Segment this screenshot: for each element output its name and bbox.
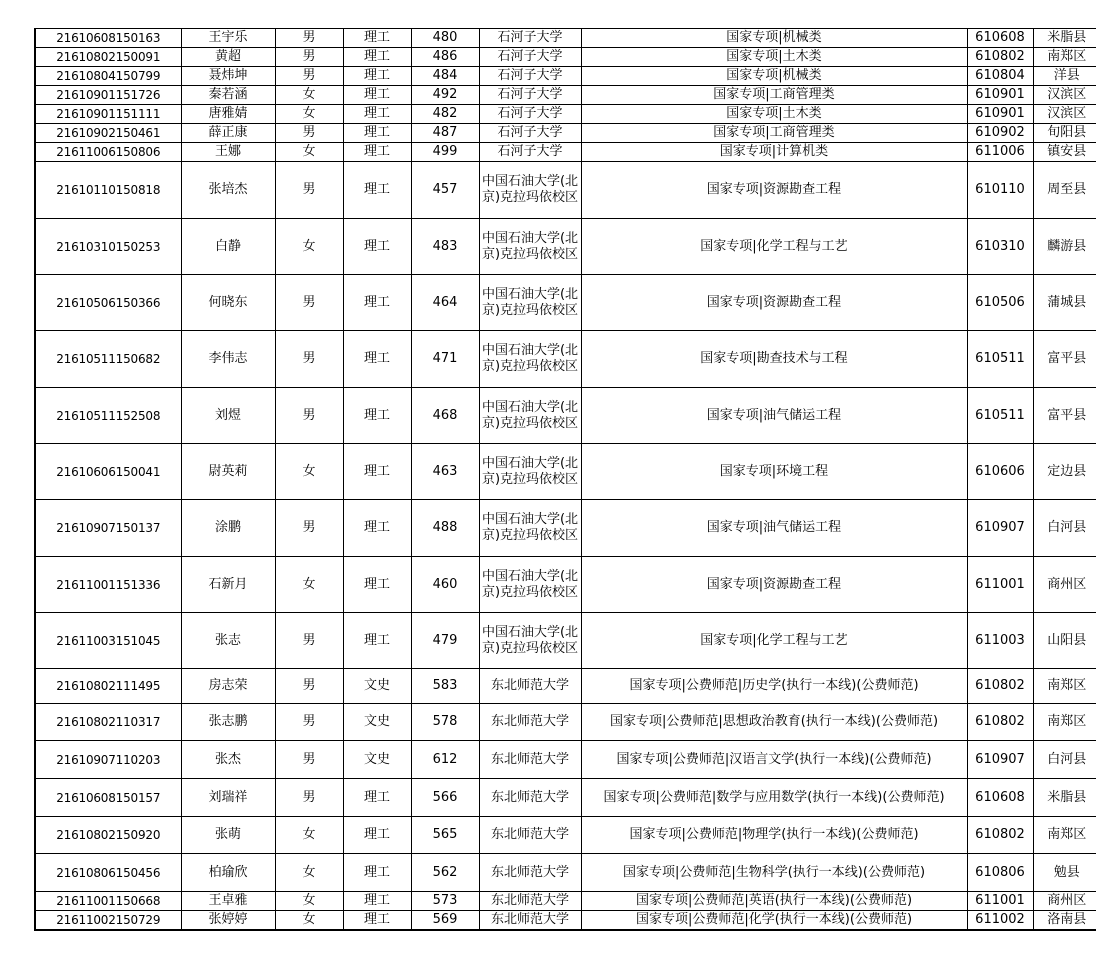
cell-university: 石河子大学 bbox=[479, 105, 581, 124]
cell-student-id: 21611002150729 bbox=[35, 911, 181, 930]
cell-name: 何晓东 bbox=[181, 275, 275, 331]
cell-category: 理工 bbox=[343, 444, 411, 500]
cell-score: 468 bbox=[411, 388, 479, 444]
cell-region-code: 610806 bbox=[967, 854, 1033, 892]
cell-category: 理工 bbox=[343, 143, 411, 162]
cell-major: 国家专项|公费师范|汉语言文学(执行一本线)(公费师范) bbox=[581, 741, 967, 779]
cell-major: 国家专项|公费师范|化学(执行一本线)(公费师范) bbox=[581, 911, 967, 930]
cell-university: 东北师范大学 bbox=[479, 911, 581, 930]
cell-name: 秦若涵 bbox=[181, 86, 275, 105]
cell-score: 457 bbox=[411, 162, 479, 219]
cell-score: 573 bbox=[411, 892, 479, 911]
cell-category: 文史 bbox=[343, 704, 411, 741]
cell-university: 东北师范大学 bbox=[479, 892, 581, 911]
cell-county: 镇安县 bbox=[1033, 143, 1096, 162]
cell-score: 482 bbox=[411, 105, 479, 124]
cell-university: 石河子大学 bbox=[479, 48, 581, 67]
cell-major: 国家专项|公费师范|思想政治教育(执行一本线)(公费师范) bbox=[581, 704, 967, 741]
table-row bbox=[35, 854, 1096, 892]
cell-name: 张志鹏 bbox=[181, 704, 275, 741]
table-row bbox=[35, 275, 1096, 331]
cell-category: 理工 bbox=[343, 779, 411, 817]
cell-region-code: 611002 bbox=[967, 911, 1033, 930]
cell-gender: 女 bbox=[275, 854, 343, 892]
cell-region-code: 610506 bbox=[967, 275, 1033, 331]
cell-score: 480 bbox=[411, 29, 479, 48]
cell-gender: 男 bbox=[275, 275, 343, 331]
cell-gender: 男 bbox=[275, 388, 343, 444]
cell-name: 房志荣 bbox=[181, 669, 275, 704]
cell-university: 中国石油大学(北京)克拉玛依校区 bbox=[479, 500, 581, 557]
cell-gender: 男 bbox=[275, 162, 343, 219]
cell-university: 东北师范大学 bbox=[479, 779, 581, 817]
cell-university: 中国石油大学(北京)克拉玛依校区 bbox=[479, 557, 581, 613]
roster-body bbox=[35, 29, 1096, 930]
cell-major: 国家专项|公费师范|英语(执行一本线)(公费师范) bbox=[581, 892, 967, 911]
cell-student-id: 21610901151111 bbox=[35, 105, 181, 124]
cell-region-code: 611003 bbox=[967, 613, 1033, 669]
cell-name: 张萌 bbox=[181, 817, 275, 854]
cell-name: 白静 bbox=[181, 219, 275, 275]
table-row bbox=[35, 86, 1096, 105]
cell-region-code: 610511 bbox=[967, 331, 1033, 388]
cell-region-code: 611006 bbox=[967, 143, 1033, 162]
cell-name: 刘煜 bbox=[181, 388, 275, 444]
cell-student-id: 21610506150366 bbox=[35, 275, 181, 331]
table-row bbox=[35, 911, 1096, 930]
table-row bbox=[35, 817, 1096, 854]
cell-name: 刘瑞祥 bbox=[181, 779, 275, 817]
cell-gender: 女 bbox=[275, 892, 343, 911]
cell-region-code: 610901 bbox=[967, 86, 1033, 105]
cell-gender: 男 bbox=[275, 67, 343, 86]
table-row bbox=[35, 704, 1096, 741]
cell-student-id: 21610806150456 bbox=[35, 854, 181, 892]
cell-gender: 男 bbox=[275, 779, 343, 817]
cell-region-code: 611001 bbox=[967, 892, 1033, 911]
table-row bbox=[35, 162, 1096, 219]
cell-region-code: 610901 bbox=[967, 105, 1033, 124]
cell-county: 周至县 bbox=[1033, 162, 1096, 219]
cell-region-code: 610802 bbox=[967, 817, 1033, 854]
cell-category: 理工 bbox=[343, 275, 411, 331]
cell-county: 汉滨区 bbox=[1033, 105, 1096, 124]
cell-score: 565 bbox=[411, 817, 479, 854]
table-row bbox=[35, 219, 1096, 275]
cell-region-code: 611001 bbox=[967, 557, 1033, 613]
table-row bbox=[35, 741, 1096, 779]
cell-name: 王娜 bbox=[181, 143, 275, 162]
cell-category: 理工 bbox=[343, 557, 411, 613]
cell-score: 487 bbox=[411, 124, 479, 143]
cell-county: 白河县 bbox=[1033, 500, 1096, 557]
cell-county: 南郑区 bbox=[1033, 704, 1096, 741]
cell-name: 唐雅婧 bbox=[181, 105, 275, 124]
table-row bbox=[35, 444, 1096, 500]
cell-major: 国家专项|工商管理类 bbox=[581, 86, 967, 105]
cell-university: 东北师范大学 bbox=[479, 741, 581, 779]
cell-category: 理工 bbox=[343, 817, 411, 854]
cell-university: 石河子大学 bbox=[479, 124, 581, 143]
cell-category: 理工 bbox=[343, 29, 411, 48]
cell-major: 国家专项|油气储运工程 bbox=[581, 388, 967, 444]
cell-region-code: 610802 bbox=[967, 669, 1033, 704]
cell-major: 国家专项|资源勘查工程 bbox=[581, 162, 967, 219]
cell-university: 中国石油大学(北京)克拉玛依校区 bbox=[479, 331, 581, 388]
cell-university: 中国石油大学(北京)克拉玛依校区 bbox=[479, 219, 581, 275]
cell-university: 石河子大学 bbox=[479, 86, 581, 105]
cell-gender: 女 bbox=[275, 557, 343, 613]
cell-name: 薛正康 bbox=[181, 124, 275, 143]
cell-category: 理工 bbox=[343, 613, 411, 669]
cell-student-id: 21610802111495 bbox=[35, 669, 181, 704]
cell-region-code: 610804 bbox=[967, 67, 1033, 86]
cell-category: 理工 bbox=[343, 219, 411, 275]
cell-major: 国家专项|勘查技术与工程 bbox=[581, 331, 967, 388]
cell-score: 566 bbox=[411, 779, 479, 817]
cell-student-id: 21611006150806 bbox=[35, 143, 181, 162]
cell-score: 612 bbox=[411, 741, 479, 779]
cell-county: 山阳县 bbox=[1033, 613, 1096, 669]
table-row bbox=[35, 331, 1096, 388]
cell-major: 国家专项|环境工程 bbox=[581, 444, 967, 500]
cell-university: 石河子大学 bbox=[479, 143, 581, 162]
cell-name: 张杰 bbox=[181, 741, 275, 779]
cell-region-code: 610802 bbox=[967, 704, 1033, 741]
cell-major: 国家专项|化学工程与工艺 bbox=[581, 613, 967, 669]
cell-category: 理工 bbox=[343, 124, 411, 143]
cell-name: 张培杰 bbox=[181, 162, 275, 219]
cell-major: 国家专项|机械类 bbox=[581, 29, 967, 48]
cell-gender: 女 bbox=[275, 444, 343, 500]
cell-county: 南郑区 bbox=[1033, 817, 1096, 854]
cell-score: 492 bbox=[411, 86, 479, 105]
cell-region-code: 610608 bbox=[967, 29, 1033, 48]
cell-county: 旬阳县 bbox=[1033, 124, 1096, 143]
cell-county: 麟游县 bbox=[1033, 219, 1096, 275]
cell-region-code: 610802 bbox=[967, 48, 1033, 67]
cell-name: 黄超 bbox=[181, 48, 275, 67]
cell-major: 国家专项|土木类 bbox=[581, 105, 967, 124]
cell-student-id: 21610608150163 bbox=[35, 29, 181, 48]
cell-name: 尉英莉 bbox=[181, 444, 275, 500]
cell-university: 中国石油大学(北京)克拉玛依校区 bbox=[479, 388, 581, 444]
cell-category: 理工 bbox=[343, 854, 411, 892]
cell-county: 白河县 bbox=[1033, 741, 1096, 779]
cell-gender: 男 bbox=[275, 741, 343, 779]
cell-gender: 女 bbox=[275, 911, 343, 930]
cell-major: 国家专项|公费师范|物理学(执行一本线)(公费师范) bbox=[581, 817, 967, 854]
cell-county: 米脂县 bbox=[1033, 29, 1096, 48]
cell-score: 569 bbox=[411, 911, 479, 930]
cell-name: 王宇乐 bbox=[181, 29, 275, 48]
cell-gender: 女 bbox=[275, 86, 343, 105]
cell-county: 米脂县 bbox=[1033, 779, 1096, 817]
cell-university: 东北师范大学 bbox=[479, 669, 581, 704]
cell-student-id: 21610606150041 bbox=[35, 444, 181, 500]
cell-name: 柏瑜欣 bbox=[181, 854, 275, 892]
cell-name: 张婷婷 bbox=[181, 911, 275, 930]
cell-county: 定边县 bbox=[1033, 444, 1096, 500]
cell-score: 464 bbox=[411, 275, 479, 331]
cell-major: 国家专项|化学工程与工艺 bbox=[581, 219, 967, 275]
cell-university: 中国石油大学(北京)克拉玛依校区 bbox=[479, 613, 581, 669]
cell-major: 国家专项|资源勘查工程 bbox=[581, 557, 967, 613]
cell-university: 石河子大学 bbox=[479, 67, 581, 86]
cell-student-id: 21610907150137 bbox=[35, 500, 181, 557]
cell-category: 文史 bbox=[343, 669, 411, 704]
cell-category: 理工 bbox=[343, 500, 411, 557]
table-row bbox=[35, 557, 1096, 613]
cell-student-id: 21610802150920 bbox=[35, 817, 181, 854]
cell-category: 理工 bbox=[343, 162, 411, 219]
cell-gender: 女 bbox=[275, 143, 343, 162]
table-row bbox=[35, 29, 1096, 48]
cell-gender: 男 bbox=[275, 124, 343, 143]
cell-student-id: 21611001150668 bbox=[35, 892, 181, 911]
cell-name: 李伟志 bbox=[181, 331, 275, 388]
table-row bbox=[35, 388, 1096, 444]
cell-score: 484 bbox=[411, 67, 479, 86]
cell-student-id: 21610902150461 bbox=[35, 124, 181, 143]
cell-student-id: 21610310150253 bbox=[35, 219, 181, 275]
admission-roster-table bbox=[34, 28, 1096, 931]
cell-gender: 男 bbox=[275, 500, 343, 557]
table-row bbox=[35, 48, 1096, 67]
cell-gender: 男 bbox=[275, 48, 343, 67]
cell-category: 理工 bbox=[343, 86, 411, 105]
cell-major: 国家专项|资源勘查工程 bbox=[581, 275, 967, 331]
cell-major: 国家专项|计算机类 bbox=[581, 143, 967, 162]
cell-county: 商州区 bbox=[1033, 557, 1096, 613]
table-row bbox=[35, 669, 1096, 704]
cell-university: 东北师范大学 bbox=[479, 704, 581, 741]
table-row bbox=[35, 500, 1096, 557]
table-row bbox=[35, 67, 1096, 86]
cell-county: 富平县 bbox=[1033, 388, 1096, 444]
cell-gender: 男 bbox=[275, 669, 343, 704]
cell-category: 理工 bbox=[343, 331, 411, 388]
cell-major: 国家专项|公费师范|生物科学(执行一本线)(公费师范) bbox=[581, 854, 967, 892]
cell-student-id: 21610901151726 bbox=[35, 86, 181, 105]
cell-name: 聂炜坤 bbox=[181, 67, 275, 86]
cell-region-code: 610110 bbox=[967, 162, 1033, 219]
cell-student-id: 21611003151045 bbox=[35, 613, 181, 669]
cell-major: 国家专项|土木类 bbox=[581, 48, 967, 67]
cell-county: 南郑区 bbox=[1033, 48, 1096, 67]
cell-county: 蒲城县 bbox=[1033, 275, 1096, 331]
cell-gender: 男 bbox=[275, 331, 343, 388]
cell-gender: 女 bbox=[275, 105, 343, 124]
cell-region-code: 610902 bbox=[967, 124, 1033, 143]
cell-student-id: 21610802150091 bbox=[35, 48, 181, 67]
cell-county: 南郑区 bbox=[1033, 669, 1096, 704]
cell-score: 583 bbox=[411, 669, 479, 704]
cell-university: 东北师范大学 bbox=[479, 817, 581, 854]
cell-score: 562 bbox=[411, 854, 479, 892]
cell-county: 商州区 bbox=[1033, 892, 1096, 911]
cell-gender: 男 bbox=[275, 704, 343, 741]
cell-student-id: 21610802110317 bbox=[35, 704, 181, 741]
cell-region-code: 610511 bbox=[967, 388, 1033, 444]
cell-student-id: 21610511152508 bbox=[35, 388, 181, 444]
cell-county: 洋县 bbox=[1033, 67, 1096, 86]
cell-region-code: 610310 bbox=[967, 219, 1033, 275]
cell-region-code: 610907 bbox=[967, 500, 1033, 557]
cell-county: 汉滨区 bbox=[1033, 86, 1096, 105]
cell-student-id: 21610608150157 bbox=[35, 779, 181, 817]
cell-score: 488 bbox=[411, 500, 479, 557]
cell-county: 富平县 bbox=[1033, 331, 1096, 388]
cell-student-id: 21611001151336 bbox=[35, 557, 181, 613]
cell-university: 中国石油大学(北京)克拉玛依校区 bbox=[479, 162, 581, 219]
cell-university: 东北师范大学 bbox=[479, 854, 581, 892]
cell-score: 479 bbox=[411, 613, 479, 669]
cell-region-code: 610606 bbox=[967, 444, 1033, 500]
table-row bbox=[35, 613, 1096, 669]
cell-major: 国家专项|机械类 bbox=[581, 67, 967, 86]
cell-score: 486 bbox=[411, 48, 479, 67]
cell-gender: 女 bbox=[275, 219, 343, 275]
cell-name: 张志 bbox=[181, 613, 275, 669]
table-row bbox=[35, 779, 1096, 817]
cell-score: 471 bbox=[411, 331, 479, 388]
cell-gender: 男 bbox=[275, 613, 343, 669]
table-row bbox=[35, 143, 1096, 162]
cell-category: 理工 bbox=[343, 48, 411, 67]
cell-gender: 男 bbox=[275, 29, 343, 48]
cell-score: 578 bbox=[411, 704, 479, 741]
cell-student-id: 21610511150682 bbox=[35, 331, 181, 388]
cell-major: 国家专项|油气储运工程 bbox=[581, 500, 967, 557]
table-row bbox=[35, 124, 1096, 143]
cell-county: 勉县 bbox=[1033, 854, 1096, 892]
cell-gender: 女 bbox=[275, 817, 343, 854]
cell-university: 石河子大学 bbox=[479, 29, 581, 48]
cell-region-code: 610608 bbox=[967, 779, 1033, 817]
cell-score: 460 bbox=[411, 557, 479, 613]
cell-university: 中国石油大学(北京)克拉玛依校区 bbox=[479, 444, 581, 500]
cell-university: 中国石油大学(北京)克拉玛依校区 bbox=[479, 275, 581, 331]
table-row bbox=[35, 105, 1096, 124]
cell-name: 王卓雅 bbox=[181, 892, 275, 911]
cell-category: 理工 bbox=[343, 911, 411, 930]
cell-student-id: 21610110150818 bbox=[35, 162, 181, 219]
cell-category: 理工 bbox=[343, 388, 411, 444]
cell-category: 理工 bbox=[343, 892, 411, 911]
cell-major: 国家专项|公费师范|历史学(执行一本线)(公费师范) bbox=[581, 669, 967, 704]
cell-student-id: 21610804150799 bbox=[35, 67, 181, 86]
cell-name: 石新月 bbox=[181, 557, 275, 613]
cell-major: 国家专项|公费师范|数学与应用数学(执行一本线)(公费师范) bbox=[581, 779, 967, 817]
cell-region-code: 610907 bbox=[967, 741, 1033, 779]
cell-county: 洛南县 bbox=[1033, 911, 1096, 930]
cell-category: 理工 bbox=[343, 105, 411, 124]
cell-name: 涂鹏 bbox=[181, 500, 275, 557]
cell-score: 499 bbox=[411, 143, 479, 162]
cell-student-id: 21610907110203 bbox=[35, 741, 181, 779]
cell-category: 文史 bbox=[343, 741, 411, 779]
cell-major: 国家专项|工商管理类 bbox=[581, 124, 967, 143]
cell-score: 483 bbox=[411, 219, 479, 275]
cell-category: 理工 bbox=[343, 67, 411, 86]
cell-score: 463 bbox=[411, 444, 479, 500]
table-row bbox=[35, 892, 1096, 911]
